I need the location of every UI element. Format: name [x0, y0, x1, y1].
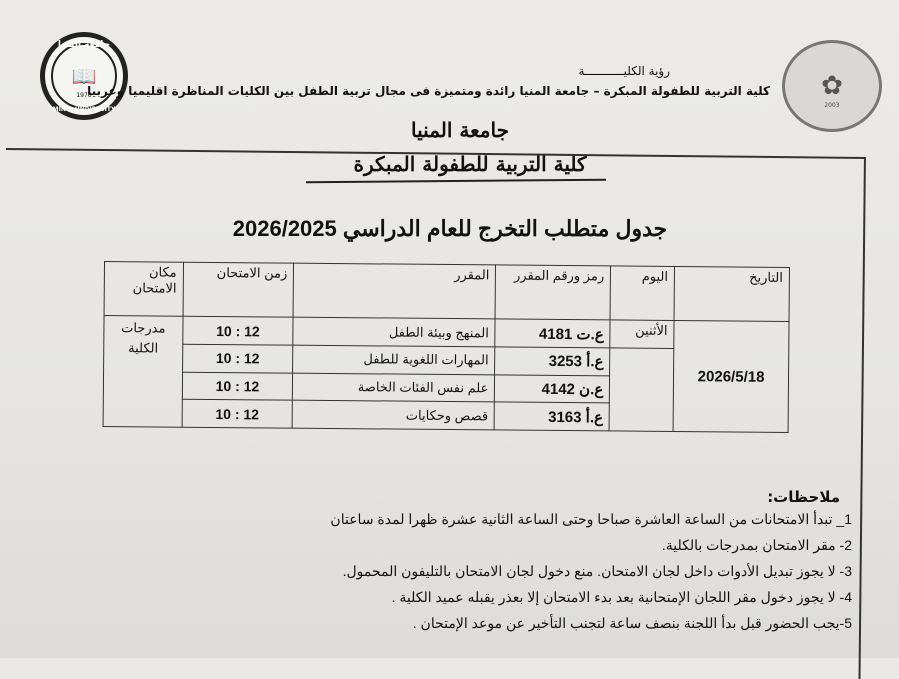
faculty-seal-logo — [782, 40, 882, 132]
note-item: 1_ تبدأ الامتحانات من الساعة العاشرة صباحا وحتى الساعة الثانية عشرة ظهرا لمدة ساعتان — [330, 511, 852, 527]
vision-label: رؤية الكليـــــــــــة — [578, 64, 670, 78]
exam-date: 2026/5/18 — [673, 321, 789, 433]
course-code: ع.ن 4142 — [495, 375, 610, 404]
header-place: مكان الامتحان — [104, 262, 183, 317]
exam-time: 10 : 12 — [183, 317, 294, 346]
note-item: 3- لا يجوز تبديل الأدوات داخل لجان الامتحان. منع دخول لجان الامتحان بالتليفون المحمول. — [342, 563, 852, 579]
header-time: زمن الامتحان — [183, 262, 294, 317]
course-name: قصص وحكايات — [292, 400, 494, 429]
note-item: 2- مقر الامتحان بمدرجات بالكلية. — [661, 537, 852, 553]
exam-schedule-table — [103, 261, 790, 433]
exam-place: مدرجات الكلية — [103, 316, 183, 427]
vision-statement: كلية التربية للطفولة المبكرة – جامعة المنيا رائدة ومتميزة فى مجال تربية الطفل بين الكليات المناظرة اقليميا وعربيا — [87, 84, 770, 98]
course-code: ع.أ 3163 — [495, 402, 610, 431]
note-item: 4- لا يجوز دخول مقر اللجان الإمتحانية بعد بدء الامتحان إلا بعذر يقبله عميد الكلية . — [391, 589, 852, 605]
course-name: المهارات اللغوية للطفل — [293, 345, 495, 374]
university-seal-logo — [40, 32, 128, 120]
header-day: اليوم — [610, 266, 674, 321]
faculty-seal-year: 2003 — [824, 102, 840, 109]
university-name: جامعة المنيا — [411, 118, 509, 142]
faculty-name: كلية التربية للطفولة المبكرة — [353, 152, 587, 176]
notes-list — [200, 506, 852, 636]
course-name: علم نفس الفئات الخاصة — [293, 373, 495, 402]
notes-title: ملاحظات: — [767, 488, 840, 506]
exam-time: 10 : 12 — [182, 372, 293, 401]
note-item: 5-يجب الحضور قبل بدأ اللجنة بنصف ساعة لتجنب التأخير عن موعد الإمتحان . — [412, 615, 852, 631]
exam-time: 10 : 12 — [182, 344, 293, 373]
course-name: المنهج وبيئة الطفل — [293, 317, 495, 346]
exam-time: 10 : 12 — [182, 399, 293, 428]
exam-day: الأثنين — [610, 320, 674, 348]
seal-year: 1976 — [76, 92, 92, 99]
university-seal-icon: 📖 — [51, 43, 117, 109]
seal-ring-bottom-text: MINIA UNIVERSITY — [52, 106, 116, 113]
table-header-row — [104, 262, 789, 322]
schedule-title: جدول متطلب التخرج للعام الدراسي 2026/2025 — [232, 216, 668, 241]
header-date: التاريخ — [674, 266, 789, 321]
seal-ring-top-text: جامعة المنيا — [57, 40, 111, 50]
course-code: ع.ت 4181 — [495, 319, 610, 348]
header-course: المقرر — [293, 263, 496, 319]
day-empty-cell — [609, 348, 674, 432]
faculty-seal-icon: ✿ — [821, 71, 843, 101]
course-code: ع.أ 3253 — [495, 347, 610, 376]
header-code: رمز ورقم المقرر — [495, 265, 610, 320]
